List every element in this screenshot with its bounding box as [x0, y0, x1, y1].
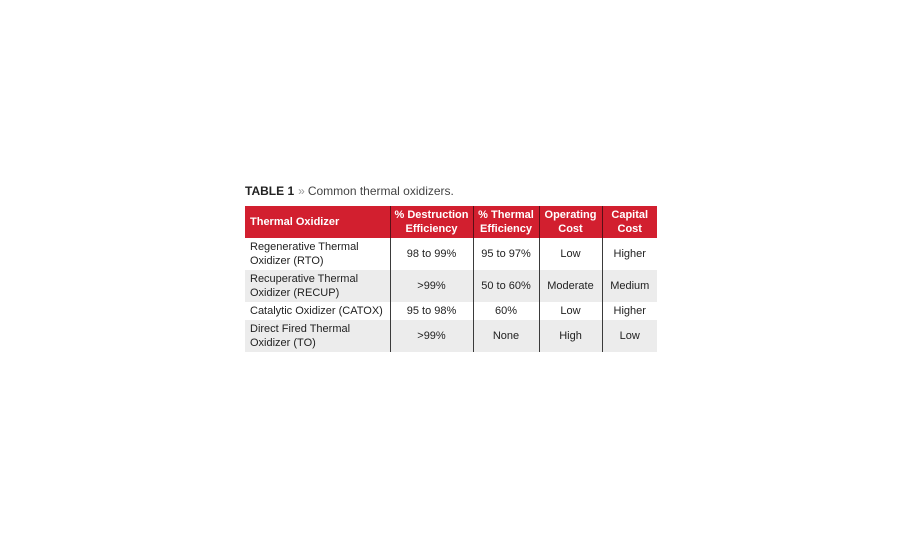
cell-capital-cost: Low: [602, 320, 657, 352]
cell-oxidizer-name: Regenerative Thermal Oxidizer (RTO): [245, 238, 390, 270]
header-operating-cost: Operating Cost: [539, 206, 602, 238]
header-capital-cost: Capital Cost: [602, 206, 657, 238]
cell-capital-cost: Higher: [602, 302, 657, 320]
cell-destruction-efficiency: 95 to 98%: [390, 302, 473, 320]
header-thermal-oxidizer: Thermal Oxidizer: [245, 206, 390, 238]
caption-text: Common thermal oxidizers.: [307, 184, 454, 198]
cell-capital-cost: Medium: [602, 270, 657, 302]
cell-destruction-efficiency: >99%: [390, 270, 473, 302]
caption-label: TABLE 1: [245, 184, 295, 198]
cell-operating-cost: Low: [539, 302, 602, 320]
cell-thermal-efficiency: 95 to 97%: [473, 238, 539, 270]
table-caption: [245, 184, 454, 198]
table-row: [245, 302, 657, 320]
table-row: [245, 270, 657, 302]
table-row: [245, 238, 657, 270]
cell-destruction-efficiency: >99%: [390, 320, 473, 352]
cell-oxidizer-name: Direct Fired Thermal Oxidizer (TO): [245, 320, 390, 352]
header-thermal-efficiency: % Thermal Efficiency: [473, 206, 539, 238]
cell-capital-cost: Higher: [602, 238, 657, 270]
cell-operating-cost: Low: [539, 238, 602, 270]
caption-separator: »: [298, 184, 305, 198]
cell-thermal-efficiency: None: [473, 320, 539, 352]
cell-operating-cost: High: [539, 320, 602, 352]
cell-oxidizer-name: Recuperative Thermal Oxidizer (RECUP): [245, 270, 390, 302]
table-header-row: [245, 206, 657, 238]
cell-oxidizer-name: Catalytic Oxidizer (CATOX): [245, 302, 390, 320]
cell-thermal-efficiency: 50 to 60%: [473, 270, 539, 302]
oxidizer-table: [245, 206, 657, 352]
cell-destruction-efficiency: 98 to 99%: [390, 238, 473, 270]
header-destruction-efficiency: % Destruction Efficiency: [390, 206, 473, 238]
cell-thermal-efficiency: 60%: [473, 302, 539, 320]
cell-operating-cost: Moderate: [539, 270, 602, 302]
table-row: [245, 320, 657, 352]
